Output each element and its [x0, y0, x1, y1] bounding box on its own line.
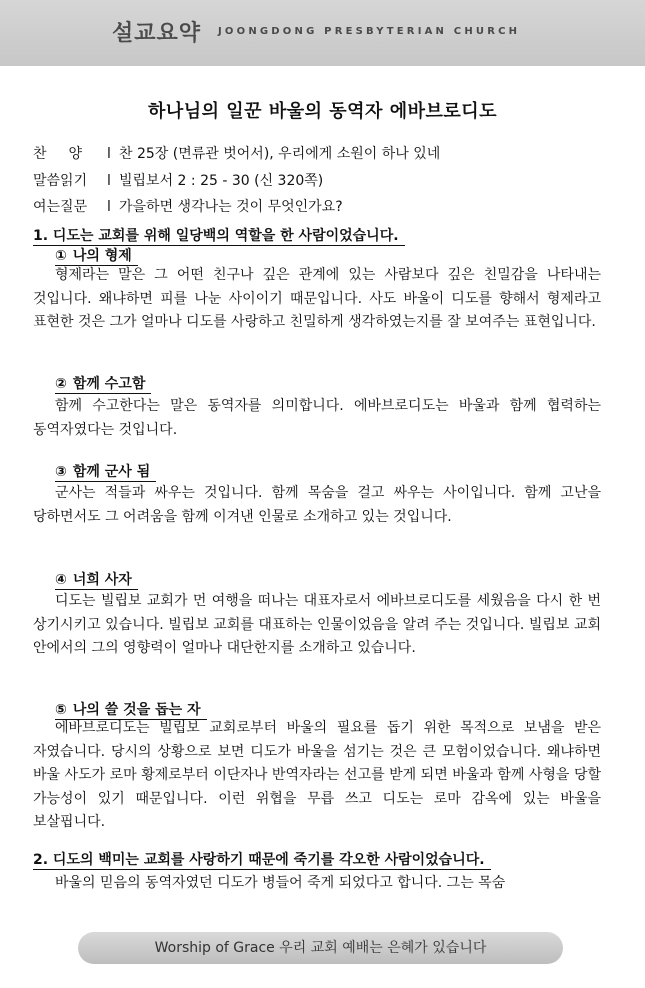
meta-separator: l — [107, 146, 111, 162]
meta-value: 가을하면 생각나는 것이 무엇인가요? — [119, 199, 343, 215]
point-2-heading — [55, 375, 151, 394]
point-4-body: 디도는 빌립보 교회가 먼 여행을 떠나는 대표자로서 에바브로디도를 세웠음을 다시 한 번 상기시키고 있습니다. 빌립보 교회를 대표하는 인물이었음을 알려 주는 것입니다. 빌립보 교회 안에서의 그의 영향력이 얼마나 대단한지를 소개하고 있습니다. — [33, 593, 601, 656]
point-4-heading — [55, 571, 138, 590]
point-3-body: 군사는 적들과 싸우는 것입니다. 함께 목숨을 걸고 싸우는 사이입니다. 함께 고난을 당하면서도 그 어려움을 함께 이겨낸 인물로 소개하고 있는 것입니다. — [33, 485, 601, 525]
point-number: ① — [55, 248, 67, 264]
point-number: ③ — [55, 464, 67, 480]
point-number: ② — [55, 376, 67, 392]
meta-label: 말씀읽기 — [33, 173, 88, 189]
point-title: 나의 쓸 것을 돕는 자 — [72, 702, 201, 718]
church-name: JOONGDONG PRESBYTERIAN CHURCH — [218, 26, 521, 37]
meta-value: 빌립보서 2 : 25 - 30 (신 320쪽) — [119, 173, 324, 189]
point-5-body: 에바브로디도는 빌립보 교회로부터 바울의 필요를 돕기 위한 목적으로 보냄을 받은 자였습니다. 당시의 상황으로 보면 디도가 바울을 섬기는 것은 큰 모험이었습니다. 왜냐하면 바울 사도가 로마 황제로부터 이단자나 반역자라는 선고를 받게 되면 바울과 함께 사형을 당할 가능성이 있기 때문입니다. 이런 위협을 무릅 쓰고 디도는 로마 감옥에 있는 바울을 보살핍니다. — [33, 720, 601, 830]
point-title: 너희 사자 — [72, 572, 132, 588]
meta-question — [33, 196, 343, 216]
meta-value: 찬 25장 (면류관 벗어서), 우리에게 소원이 하나 있네 — [119, 146, 441, 162]
point-2-body: 함께 수고한다는 말은 동역자를 의미합니다. 에바브로디도는 바울과 함께 협력하는 동역자였다는 것입니다. — [33, 398, 601, 438]
point-title: 나의 형제 — [72, 248, 132, 264]
meta-separator: l — [107, 173, 111, 189]
section-2-heading: 2. 디도의 백미는 교회를 사랑하기 때문에 죽기를 각오한 사람이었습니다. — [33, 851, 491, 870]
footer-banner: Worship of Grace 우리 교회 예배는 은혜가 있습니다 — [78, 932, 563, 964]
point-3-heading — [55, 463, 156, 482]
meta-label: 여는질문 — [33, 199, 88, 215]
point-title: 함께 군사 됨 — [72, 464, 151, 480]
header-title: 설교요약 — [112, 21, 202, 46]
point-1-body: 형제라는 말은 그 어떤 친구나 깊은 관계에 있는 사람보다 깊은 친밀감을 나타내는 것입니다. 왜냐하면 피를 나눈 사이이기 때문입니다. 사도 바울이 디도를 향해서 형제라고 표현한 것은 그가 얼마나 디도를 사랑하고 친밀하게 생각하였는지를 잘 보여주는 표현입니다. — [33, 267, 601, 330]
meta-scripture — [33, 170, 323, 190]
sermon-title: 하나님의 일꾼 바울의 동역자 에바브로디도 — [147, 101, 498, 122]
meta-label: 찬양 — [33, 146, 105, 162]
point-title: 함께 수고함 — [72, 376, 146, 392]
header-band — [0, 0, 645, 66]
section-1-heading: 1. 디도는 교회를 위해 일당백의 역할을 한 사람이었습니다. — [33, 227, 405, 246]
point-number: ④ — [55, 572, 67, 588]
meta-separator: l — [107, 199, 111, 215]
section-2-body: 바울의 믿음의 동역자였던 디도가 병들어 죽게 되었다고 합니다. 그는 목숨 — [55, 875, 506, 891]
point-number: ⑤ — [55, 702, 67, 718]
meta-hymn — [33, 143, 440, 163]
